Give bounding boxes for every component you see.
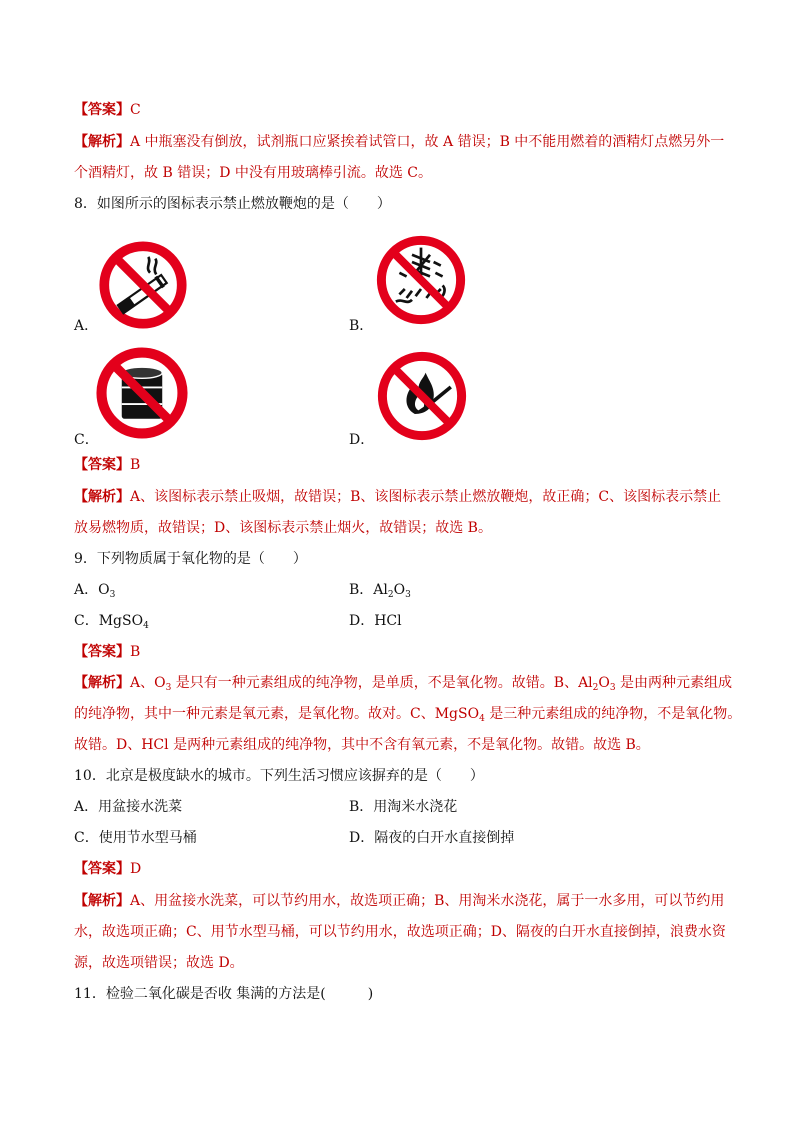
answer-tag: 【答案】 xyxy=(74,644,130,660)
q11-stem: 11．检验二氧化碳是否收 集满的方法是( ) xyxy=(74,986,374,1002)
analysis-tag: 【解析】 xyxy=(74,134,130,150)
answer-value: D xyxy=(130,861,142,877)
q7-analysis-line-1 xyxy=(74,132,724,152)
q10-analysis-line-3: 源，故选项错误；故选 D。 xyxy=(74,955,244,971)
analysis-tag: 【解析】 xyxy=(74,675,130,691)
q10-answer xyxy=(74,859,141,879)
q9-analysis-line-2: 的纯净物，其中一种元素是氧元素，是氧化物。故对。C、MgSO$_4$ 是三种元素组成的纯净物，不是氧化物。 xyxy=(74,706,742,724)
answer-tag: 【答案】 xyxy=(74,861,130,877)
q7-answer xyxy=(74,100,141,120)
q8-option-a-label: A． xyxy=(74,318,99,334)
no-open-flame-icon xyxy=(377,351,467,441)
answer-value: C xyxy=(130,102,141,118)
q7-analysis-line-2: 个酒精灯，故 B 错误；D 中没有用玻璃棒引流。故选 C。 xyxy=(74,165,433,181)
q10-option-d: D．隔夜的白开水直接倒掉 xyxy=(349,830,515,846)
q9-option-a: A．$O_3$ xyxy=(74,582,116,600)
analysis-text: A 中瓶塞没有倒放，试剂瓶口应紧挨着试管口，故 A 错误；B 中不能用燃着的酒精灯点燃另外一 xyxy=(130,134,725,150)
analysis-text: A、用盆接水洗菜，可以节约用水，故选项正确；B、用淘米水浇花，属于一水多用，可以节约用 xyxy=(130,893,725,909)
no-firecrackers-icon xyxy=(376,235,466,325)
q9-analysis-line-1: 【解析】A、$O_3$ 是只有一种元素组成的纯净物，是单质，不是氧化物。故错。B、$Al_2O_3$ 是由两种元素组成 xyxy=(74,675,733,693)
q10-stem: 10．北京是极度缺水的城市。下列生活习惯应该摒弃的是（ ） xyxy=(74,768,484,784)
answer-tag: 【答案】 xyxy=(74,457,130,473)
q9-option-c: C．MgSO$_4$ xyxy=(74,613,149,631)
q9-analysis-line-3: 故错。D、HCl 是两种元素组成的纯净物，其中不含有氧元素，不是氧化物。故错。故选 B。 xyxy=(74,737,650,753)
q10-analysis-line-2: 水，故选项正确；C、用节水型马桶，可以节约用水，故选项正确；D、隔夜的白开水直接倒掉，浪费水资 xyxy=(74,924,726,940)
q9-option-d: D．HCl xyxy=(349,613,402,629)
q8-answer xyxy=(74,455,140,475)
q10-option-c: C．使用节水型马桶 xyxy=(74,830,197,846)
q8-option-c-label: C． xyxy=(74,432,99,448)
q8-option-d-label: D． xyxy=(349,432,375,448)
q9-answer xyxy=(74,642,140,662)
q10-option-b: B．用淘米水浇花 xyxy=(349,799,458,815)
answer-tag: 【答案】 xyxy=(74,102,130,118)
answer-value: B xyxy=(130,644,141,660)
q9-stem: 9．下列物质属于氧化物的是（ ） xyxy=(74,551,307,567)
q10-option-a: A．用盆接水洗菜 xyxy=(74,799,183,815)
q9-option-b: B．$Al_2O_3$ xyxy=(349,582,411,600)
q8-option-b-label: B． xyxy=(349,318,374,334)
answer-value: B xyxy=(130,457,141,473)
q8-stem: 8．如图所示的图标表示禁止燃放鞭炮的是（ ） xyxy=(74,196,391,212)
analysis-tag: 【解析】 xyxy=(74,489,130,505)
no-smoking-icon xyxy=(99,241,187,329)
q8-analysis-line-2: 放易燃物质，故错误；D、该图标表示禁止烟火，故错误；故选 B。 xyxy=(74,520,492,536)
analysis-tag: 【解析】 xyxy=(74,893,130,909)
q8-analysis-line-1 xyxy=(74,487,721,507)
q10-analysis-line-1 xyxy=(74,891,724,911)
analysis-text: A、该图标表示禁止吸烟，故错误；B、该图标表示禁止燃放鞭炮，故正确；C、该图标表示禁止 xyxy=(130,489,722,505)
no-flammables-icon xyxy=(96,347,188,439)
